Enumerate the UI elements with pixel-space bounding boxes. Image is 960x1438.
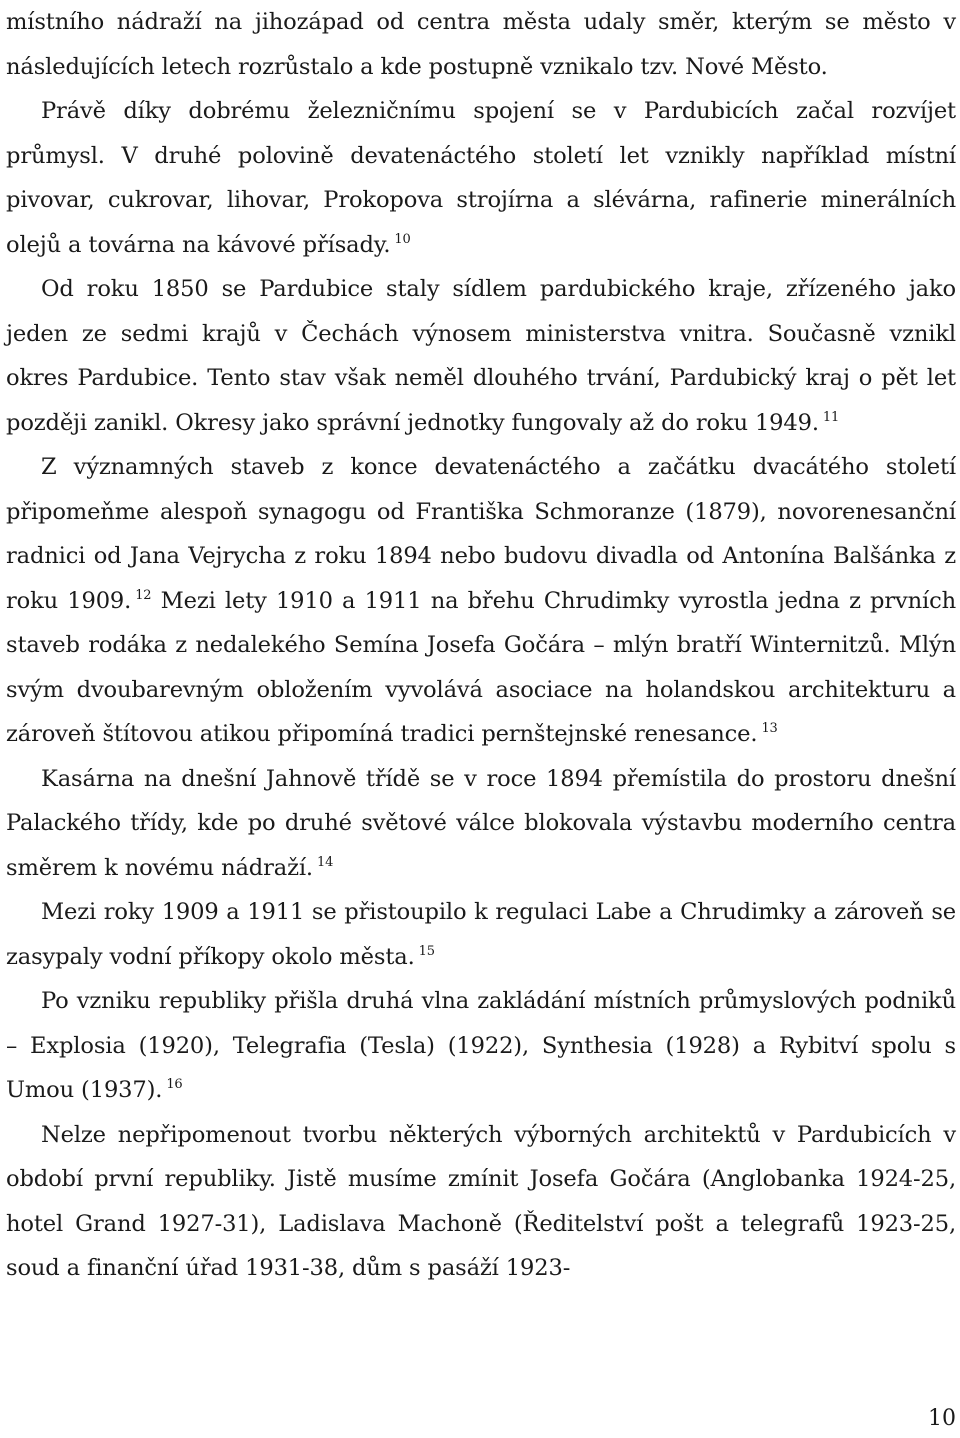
- paragraph-3: [6, 267, 956, 445]
- document-page: [6, 0, 956, 1291]
- paragraph-4: [6, 445, 956, 757]
- paragraph-1: [6, 0, 956, 89]
- paragraph-3-text: Od roku 1850 se Pardubice staly sídlem pardubického kraje, zřízeného jako jeden ze sedmi krajů v Čechách výnosem ministerstva vnitra. Současně vznikl okres Pardubice. Tento stav však neměl dlouhého trvání, Pardubický kraj o pět let později zanikl. Okresy jako správní jednotky fungovaly až do roku 1949.: [6, 276, 956, 436]
- footnote-ref-12: 12: [135, 587, 152, 603]
- footnote-ref-15: 15: [418, 943, 435, 959]
- paragraph-8: [6, 1113, 956, 1291]
- footnote-ref-13: 13: [761, 721, 778, 736]
- page-number: 10: [928, 1406, 956, 1431]
- paragraph-8-text: Nelze nepřipomenout tvorbu některých výborných architektů v Pardubicích v období první republiky. Jistě musíme zmínit Josefa Gočára (Anglobanka 1924-25, hotel Grand 1927-31), Ladislava Machoně (Ředitelství pošt a telegrafů 1923-25, soud a finanční úřad 1931-38, dům s pasáží 1923-: [6, 1121, 956, 1281]
- footnote-ref-10: 10: [394, 231, 411, 247]
- paragraph-5-text: Kasárna na dnešní Jahnově třídě se v roce 1894 přemístila do prostoru dnešní Palackého třídy, kde po druhé světové válce blokovala výstavbu moderního centra směrem k novému nádraží.: [6, 765, 956, 881]
- paragraph-7: [6, 979, 956, 1113]
- paragraph-1-text: místního nádraží na jihozápad od centra města udaly směr, kterým se město v následujících letech rozrůstalo a kde postupně vznikalo tzv. Nové Město.: [6, 9, 956, 80]
- paragraph-4-text: Z významných staveb z konce devatenáctého a začátku dvacátého století připomeňme alespoň synagogu od Františka Schmoranze (1879), novorenesanční radnici od Jana Vejrycha z roku 1894 nebo budovu divadla od Antonína Balšánka z roku 1909.: [6, 454, 956, 614]
- footnote-ref-16: 16: [166, 1077, 183, 1092]
- paragraph-5: [6, 757, 956, 891]
- paragraph-2: [6, 89, 956, 267]
- paragraph-2-text: Právě díky dobrému železničnímu spojení se v Pardubicích začal rozvíjet průmysl. V druhé polovině devatenáctého století let vznikly například místní pivovar, cukrovar, lihovar, Prokopova strojírna a slévárna, rafinerie minerálních olejů a továrna na kávové přísady.: [6, 98, 956, 258]
- paragraph-6-text: Mezi roky 1909 a 1911 se přistoupilo k regulaci Labe a Chrudimky a zároveň se zasypaly vodní příkopy okolo města.: [6, 899, 956, 970]
- paragraph-4-continuation: Mezi lety 1910 a 1911 na břehu Chrudimky vyrostla jedna z prvních staveb rodáka z nedalekého Semína Josefa Gočára – mlýn bratří Winternitzů. Mlýn svým dvoubarevným obložením vyvolává asociace na holandskou architekturu a zároveň štítovou atikou připomíná tradici pernštejnské renesance.: [6, 587, 956, 747]
- footnote-ref-11: 11: [822, 409, 840, 425]
- footnote-ref-14: 14: [316, 854, 334, 870]
- paragraph-6: [6, 890, 956, 979]
- paragraph-7-text: Po vzniku republiky přišla druhá vlna zakládání místních průmyslových podniků – Explosia (1920), Telegrafia (Tesla) (1922), Synthesia (1928) a Rybitví spolu s Umou (1937).: [6, 988, 956, 1103]
